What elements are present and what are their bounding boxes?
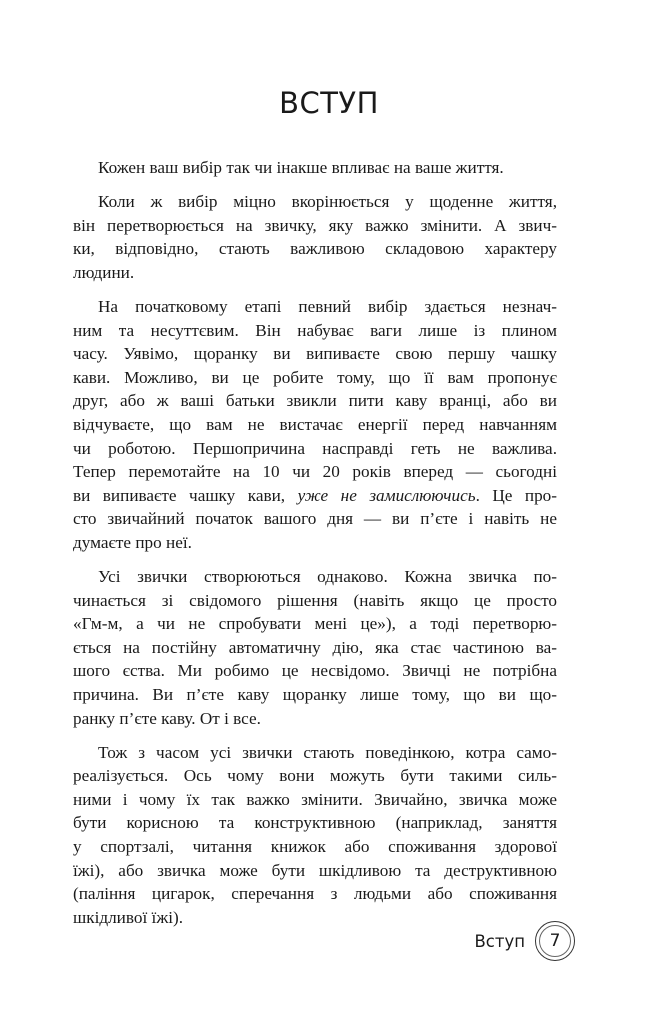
text-line: чинається зі свідомого рішення (навіть якщо це просто (73, 590, 557, 610)
text-line: думаєте про неї. (73, 532, 192, 552)
text-line: причина. Ви п’єте каву щоранку лише тому, що ви що- (73, 684, 557, 704)
text-segment: . Це про- (475, 485, 558, 505)
text-line: часу. Уявімо, щоранку ви випиваєте свою першу чашку (73, 344, 557, 364)
paragraph (73, 156, 557, 180)
text-line: Коли ж вибір міцно вкорінюється у щоденне життя, (98, 192, 557, 212)
text-line (73, 484, 557, 508)
text-line: реалізується. Ось чому вони можуть бути такими силь- (73, 766, 557, 786)
paragraph (73, 295, 557, 555)
text-line: ранку п’єте каву. От і все. (73, 708, 261, 728)
text-line: ки, відповідно, стають важливою складовою характеру (73, 239, 557, 259)
paragraph (73, 565, 557, 730)
text-line: Кожен ваш вибір так чи інакше впливає на ваше життя. (98, 158, 504, 177)
paragraph (73, 741, 557, 930)
running-footer-label: Вступ (474, 932, 525, 951)
text-line: Тож з часом усі звички стають поведінкою, котра само- (98, 742, 557, 762)
text-line: ними і чому їх так важко змінити. Звичайно, звичка може (73, 789, 557, 809)
text-line: На початковому етапі певний вибір здається незнач- (98, 296, 557, 316)
paragraph (73, 190, 557, 284)
text-line: сто звичайний початок вашого дня — ви п’єте і навіть не (73, 509, 557, 529)
body-text (73, 156, 557, 940)
text-line: кави. Можливо, ви це робите тому, що її вам пропонує (73, 367, 557, 387)
text-line: людини. (73, 262, 135, 282)
text-line: шкідливої їжі). (73, 907, 183, 927)
text-line: у спортзалі, читання книжок або споживання здорової (73, 837, 557, 857)
chapter-title: ВСТУП (279, 86, 379, 120)
text-line: друг, або ж ваші батьки звикли пити каву вранці, або ви (73, 391, 557, 411)
page-number: 7 (539, 925, 571, 957)
text-line: їжі), або звичка може бути шкідливою та деструктивною (73, 860, 557, 880)
text-line: Усі звички створюються однаково. Кожна звичка по- (98, 567, 557, 586)
text-line: ється на постійну автоматичну дію, яка стає частиною ва- (73, 637, 557, 657)
text-line: «Гм-м, а чи не спробувати мені це»), а тоді перетворю- (73, 614, 557, 634)
text-line: ним та несуттєвим. Він набуває ваги лише із плином (73, 320, 557, 340)
text-line: (паління цигарок, сперечання з людьми або споживання (73, 884, 557, 904)
page-number-badge (535, 921, 575, 961)
text-line: чи роботою. Першопричина насправді геть не важлива. (73, 438, 557, 458)
text-line: він перетворюється на звичку, яку важко змінити. А звич- (73, 215, 557, 235)
text-line: шого єства. Ми робимо це несвідомо. Звичці не потрібна (73, 661, 557, 681)
text-line: Тепер перемотайте на 10 чи 20 років вперед — сьогодні (73, 462, 557, 482)
italic-emphasis: уже не замислюючись (297, 485, 476, 505)
text-line: бути корисною та конструктивною (наприклад, заняття (73, 813, 557, 833)
text-segment: ви випиваєте чашку кави, (73, 485, 298, 505)
text-line: відчуваєте, що вам не вистачає енергії перед навчанням (73, 414, 557, 434)
